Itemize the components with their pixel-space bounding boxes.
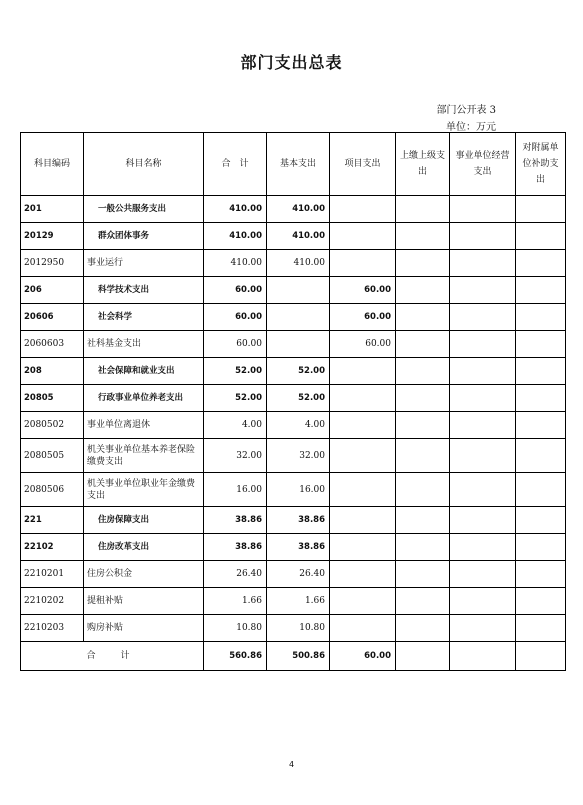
cell-total: 52.00 — [204, 385, 267, 412]
cell-total: 16.00 — [204, 473, 267, 507]
cell-code: 206 — [21, 277, 84, 304]
cell-name: 群众团体事务 — [84, 223, 204, 250]
cell-basic — [267, 277, 330, 304]
cell-basic: 410.00 — [267, 250, 330, 277]
cell-subsidy — [516, 642, 566, 671]
cell-subsidy — [516, 196, 566, 223]
cell-name: 科学技术支出 — [84, 277, 204, 304]
table-row — [21, 473, 566, 507]
cell-upper — [396, 331, 450, 358]
cell-total: 38.86 — [204, 507, 267, 534]
cell-subsidy — [516, 358, 566, 385]
cell-name: 社科基金支出 — [84, 331, 204, 358]
cell-basic: 26.40 — [267, 561, 330, 588]
cell-upper — [396, 561, 450, 588]
cell-subsidy — [516, 304, 566, 331]
cell-basic: 52.00 — [267, 358, 330, 385]
cell-total: 4.00 — [204, 412, 267, 439]
cell-project: 60.00 — [330, 331, 396, 358]
cell-upper — [396, 473, 450, 507]
header-biz: 事业单位经营支出 — [450, 133, 516, 196]
cell-biz — [450, 277, 516, 304]
cell-basic: 410.00 — [267, 196, 330, 223]
cell-total: 60.00 — [204, 304, 267, 331]
cell-upper — [396, 223, 450, 250]
cell-total: 60.00 — [204, 277, 267, 304]
cell-project — [330, 250, 396, 277]
cell-name: 机关事业单位基本养老保险缴费支出 — [84, 439, 204, 473]
cell-biz — [450, 642, 516, 671]
table-row — [21, 561, 566, 588]
cell-project — [330, 223, 396, 250]
cell-biz — [450, 304, 516, 331]
cell-project: 60.00 — [330, 304, 396, 331]
header-code: 科目编码 — [21, 133, 84, 196]
cell-biz — [450, 331, 516, 358]
cell-subsidy — [516, 561, 566, 588]
total-project: 60.00 — [330, 642, 396, 671]
table-row — [21, 358, 566, 385]
cell-name: 住房保障支出 — [84, 507, 204, 534]
cell-subsidy — [516, 223, 566, 250]
cell-project — [330, 358, 396, 385]
page-title: 部门支出总表 — [240, 53, 343, 72]
cell-code: 2080506 — [21, 473, 84, 507]
cell-subsidy — [516, 277, 566, 304]
cell-biz — [450, 250, 516, 277]
cell-subsidy — [516, 534, 566, 561]
cell-biz — [450, 439, 516, 473]
header-row — [21, 133, 566, 196]
cell-project — [330, 385, 396, 412]
cell-code: 221 — [21, 507, 84, 534]
cell-name: 提租补贴 — [84, 588, 204, 615]
cell-basic: 16.00 — [267, 473, 330, 507]
header-subsidy: 对附属单位补助支出 — [516, 133, 566, 196]
cell-project — [330, 588, 396, 615]
cell-code: 208 — [21, 358, 84, 385]
cell-project: 60.00 — [330, 277, 396, 304]
cell-upper — [396, 304, 450, 331]
cell-biz — [450, 358, 516, 385]
cell-name: 购房补贴 — [84, 615, 204, 642]
cell-code: 2060603 — [21, 331, 84, 358]
table-row — [21, 588, 566, 615]
cell-subsidy — [516, 412, 566, 439]
cell-code: 22102 — [21, 534, 84, 561]
cell-basic: 10.80 — [267, 615, 330, 642]
cell-project — [330, 561, 396, 588]
cell-basic — [267, 304, 330, 331]
cell-biz — [450, 507, 516, 534]
header-total: 合 计 — [204, 133, 267, 196]
cell-name: 住房改革支出 — [84, 534, 204, 561]
cell-subsidy — [516, 615, 566, 642]
cell-upper — [396, 439, 450, 473]
cell-code: 2012950 — [21, 250, 84, 277]
cell-basic: 32.00 — [267, 439, 330, 473]
cell-code: 20129 — [21, 223, 84, 250]
cell-total: 10.80 — [204, 615, 267, 642]
cell-biz — [450, 223, 516, 250]
cell-biz — [450, 412, 516, 439]
cell-total: 52.00 — [204, 358, 267, 385]
cell-upper — [396, 507, 450, 534]
cell-subsidy — [516, 588, 566, 615]
cell-subsidy — [516, 473, 566, 507]
cell-upper — [396, 277, 450, 304]
cell-project — [330, 615, 396, 642]
cell-name: 社会保障和就业支出 — [84, 358, 204, 385]
cell-name: 事业单位离退休 — [84, 412, 204, 439]
cell-upper — [396, 412, 450, 439]
cell-upper — [396, 385, 450, 412]
cell-code: 20606 — [21, 304, 84, 331]
cell-basic: 38.86 — [267, 507, 330, 534]
table-row — [21, 615, 566, 642]
table-row — [21, 277, 566, 304]
table-number: 部门公开表 3 — [436, 105, 496, 116]
cell-biz — [450, 385, 516, 412]
total-amount: 560.86 — [204, 642, 267, 671]
table-row — [21, 223, 566, 250]
table-row — [21, 304, 566, 331]
cell-project — [330, 507, 396, 534]
cell-biz — [450, 561, 516, 588]
cell-biz — [450, 473, 516, 507]
cell-total: 26.40 — [204, 561, 267, 588]
cell-subsidy — [516, 331, 566, 358]
header-basic: 基本支出 — [267, 133, 330, 196]
table-row — [21, 250, 566, 277]
cell-code: 2080505 — [21, 439, 84, 473]
cell-basic: 1.66 — [267, 588, 330, 615]
table-row — [21, 534, 566, 561]
table-row — [21, 439, 566, 473]
cell-project — [330, 412, 396, 439]
cell-upper — [396, 642, 450, 671]
cell-total: 410.00 — [204, 250, 267, 277]
cell-project — [330, 534, 396, 561]
header-name: 科目名称 — [84, 133, 204, 196]
cell-biz — [450, 196, 516, 223]
cell-total: 60.00 — [204, 331, 267, 358]
cell-upper — [396, 196, 450, 223]
table-row — [21, 507, 566, 534]
cell-basic: 38.86 — [267, 534, 330, 561]
cell-upper — [396, 250, 450, 277]
cell-basic: 410.00 — [267, 223, 330, 250]
cell-total: 410.00 — [204, 223, 267, 250]
cell-biz — [450, 588, 516, 615]
cell-basic — [267, 331, 330, 358]
cell-code: 201 — [21, 196, 84, 223]
cell-upper — [396, 615, 450, 642]
cell-project — [330, 196, 396, 223]
cell-name: 住房公积金 — [84, 561, 204, 588]
cell-basic: 52.00 — [267, 385, 330, 412]
unit-label: 单位：万元 — [446, 122, 496, 133]
cell-upper — [396, 358, 450, 385]
cell-subsidy — [516, 439, 566, 473]
cell-code: 2210201 — [21, 561, 84, 588]
cell-total: 1.66 — [204, 588, 267, 615]
table-row — [21, 385, 566, 412]
cell-total: 410.00 — [204, 196, 267, 223]
cell-name: 行政事业单位养老支出 — [84, 385, 204, 412]
cell-name: 机关事业单位职业年金缴费支出 — [84, 473, 204, 507]
cell-biz — [450, 534, 516, 561]
cell-basic: 4.00 — [267, 412, 330, 439]
cell-code: 2080502 — [21, 412, 84, 439]
cell-subsidy — [516, 507, 566, 534]
cell-upper — [396, 534, 450, 561]
header-upper: 上缴上级支出 — [396, 133, 450, 196]
total-row — [21, 642, 566, 671]
header-project: 项目支出 — [330, 133, 396, 196]
table-row — [21, 331, 566, 358]
cell-name: 一般公共服务支出 — [84, 196, 204, 223]
cell-code: 2210202 — [21, 588, 84, 615]
cell-name: 社会科学 — [84, 304, 204, 331]
cell-project — [330, 473, 396, 507]
expenditure-table — [20, 132, 566, 671]
cell-subsidy — [516, 385, 566, 412]
cell-upper — [396, 588, 450, 615]
cell-code: 2210203 — [21, 615, 84, 642]
cell-biz — [450, 615, 516, 642]
cell-subsidy — [516, 250, 566, 277]
cell-total: 32.00 — [204, 439, 267, 473]
cell-name: 事业运行 — [84, 250, 204, 277]
total-label: 合 计 — [21, 642, 204, 671]
cell-project — [330, 439, 396, 473]
total-basic: 500.86 — [267, 642, 330, 671]
cell-total: 38.86 — [204, 534, 267, 561]
page-number: 4 — [288, 760, 295, 769]
cell-code: 20805 — [21, 385, 84, 412]
table-row — [21, 196, 566, 223]
table-row — [21, 412, 566, 439]
